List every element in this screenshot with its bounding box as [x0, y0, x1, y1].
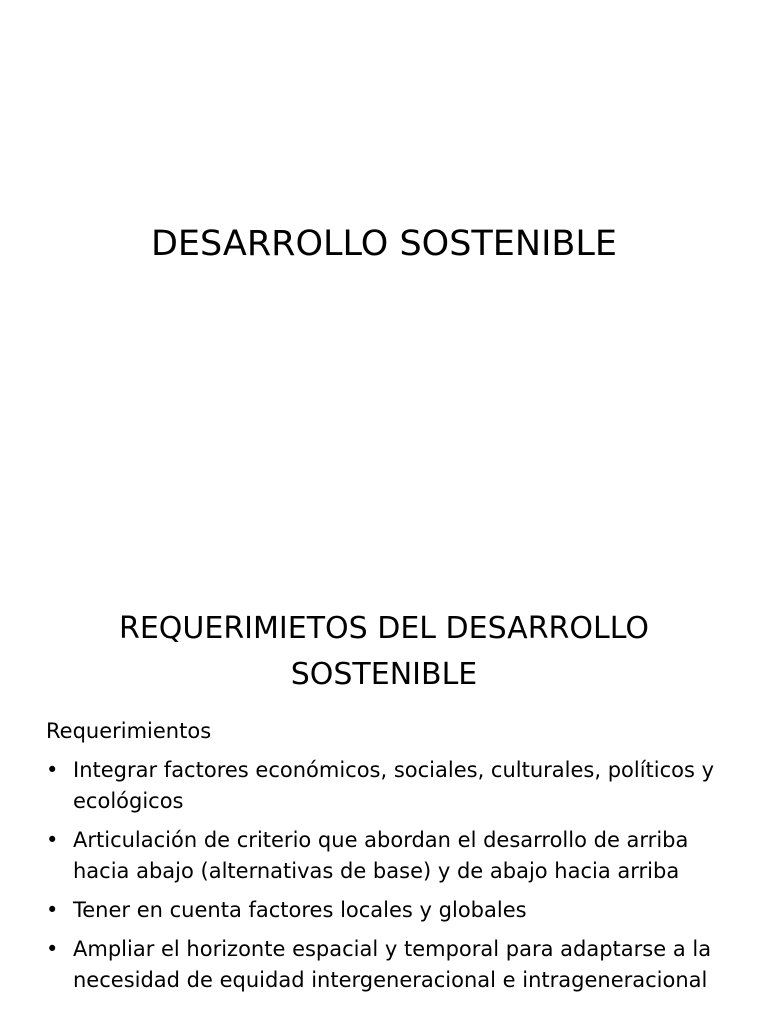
list-item-text: Tener en cuenta factores locales y globales	[73, 898, 527, 922]
bullet-icon: •	[46, 898, 59, 922]
slide-2-title: REQUERIMIETOS DEL DESARROLLO SOSTENIBLE	[119, 611, 649, 692]
list-item-text: Integrar factores económicos, sociales, culturales, políticos y ecológicos	[73, 758, 715, 813]
slide-2	[0, 576, 768, 1024]
list-item-text: Articulación de criterio que abordan el desarrollo de arriba hacia abajo (alternativas de base) y de abajo hacia arriba	[73, 828, 689, 883]
bullet-icon: •	[46, 937, 59, 961]
bullet-icon: •	[46, 828, 59, 852]
requirements-list	[46, 755, 736, 996]
slide-1-title: DESARROLLO SOSTENIBLE	[150, 224, 618, 264]
slide-2-body	[46, 716, 736, 1004]
list-item	[46, 934, 736, 996]
list-item	[46, 755, 736, 817]
list-item	[46, 895, 736, 926]
list-item-text: Ampliar el horizonte espacial y temporal para adaptarse a la necesidad de equidad intergeneracional e intrageneracional	[73, 937, 712, 992]
bullet-icon: •	[46, 758, 59, 782]
requirements-heading: Requerimientos	[46, 719, 212, 743]
list-item	[46, 825, 736, 887]
